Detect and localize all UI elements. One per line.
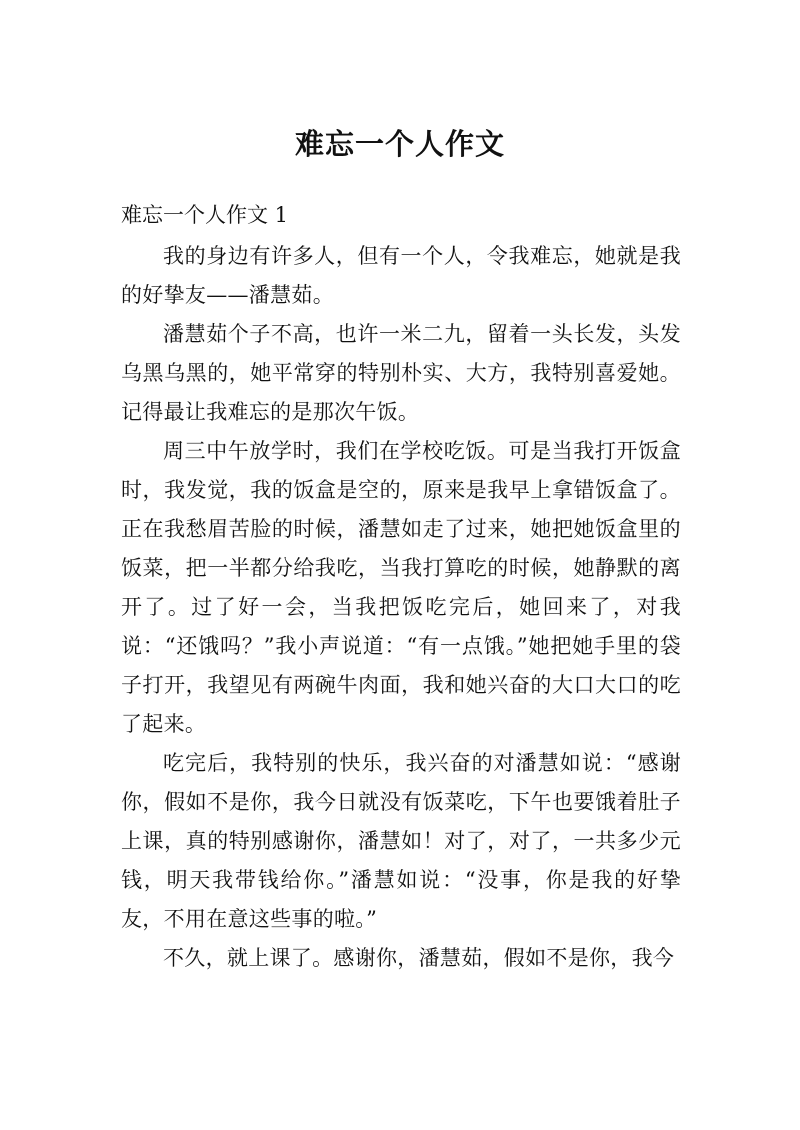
paragraph-2: 潘慧茹个子不高，也许一米二九，留着一头长发，头发乌黑乌黑的，她平常穿的特别朴实、大方，我特别喜爱她。记得最让我难忘的是那次午饭。 — [121, 322, 681, 424]
paragraph-5: 不久，就上课了。感谢你，潘慧茹，假如不是你，我今 — [163, 946, 675, 970]
document-body — [121, 237, 681, 978]
section-heading: 难忘一个人作文 1 — [121, 203, 289, 227]
document-title: 难忘一个人作文 — [294, 127, 505, 161]
paragraph-3: 周三中午放学时，我们在学校吃饭。可是当我打开饭盒时，我发觉，我的饭盒是空的，原来是我早上拿错饭盒了。正在我愁眉苦脸的时候，潘慧如走了过来，她把她饭盒里的饭菜，把一半都分给我吃，当我打算吃的时候，她静默的离开了。过了好一会，当我把饭吃完后，她回来了，对我说：“还饿吗？”我小声说道：“有一点饿。”她把她手里的袋子打开，我望见有两碗牛肉面，我和她兴奋的大口大口的吃了起来。 — [121, 439, 681, 736]
paragraph-1: 我的身边有许多人，但有一个人，令我难忘，她就是我的好挚友——潘慧茹。 — [121, 244, 681, 307]
paragraph-4: 吃完后，我特别的快乐，我兴奋的对潘慧如说：“感谢你，假如不是你，我今日就没有饭菜吃，下午也要饿着肚子上课，真的特别感谢你，潘慧如！对了，对了，一共多少元钱，明天我带钱给你。”潘慧如说：“没事，你是我的好挚友，不用在意这些事的啦。” — [121, 751, 681, 931]
